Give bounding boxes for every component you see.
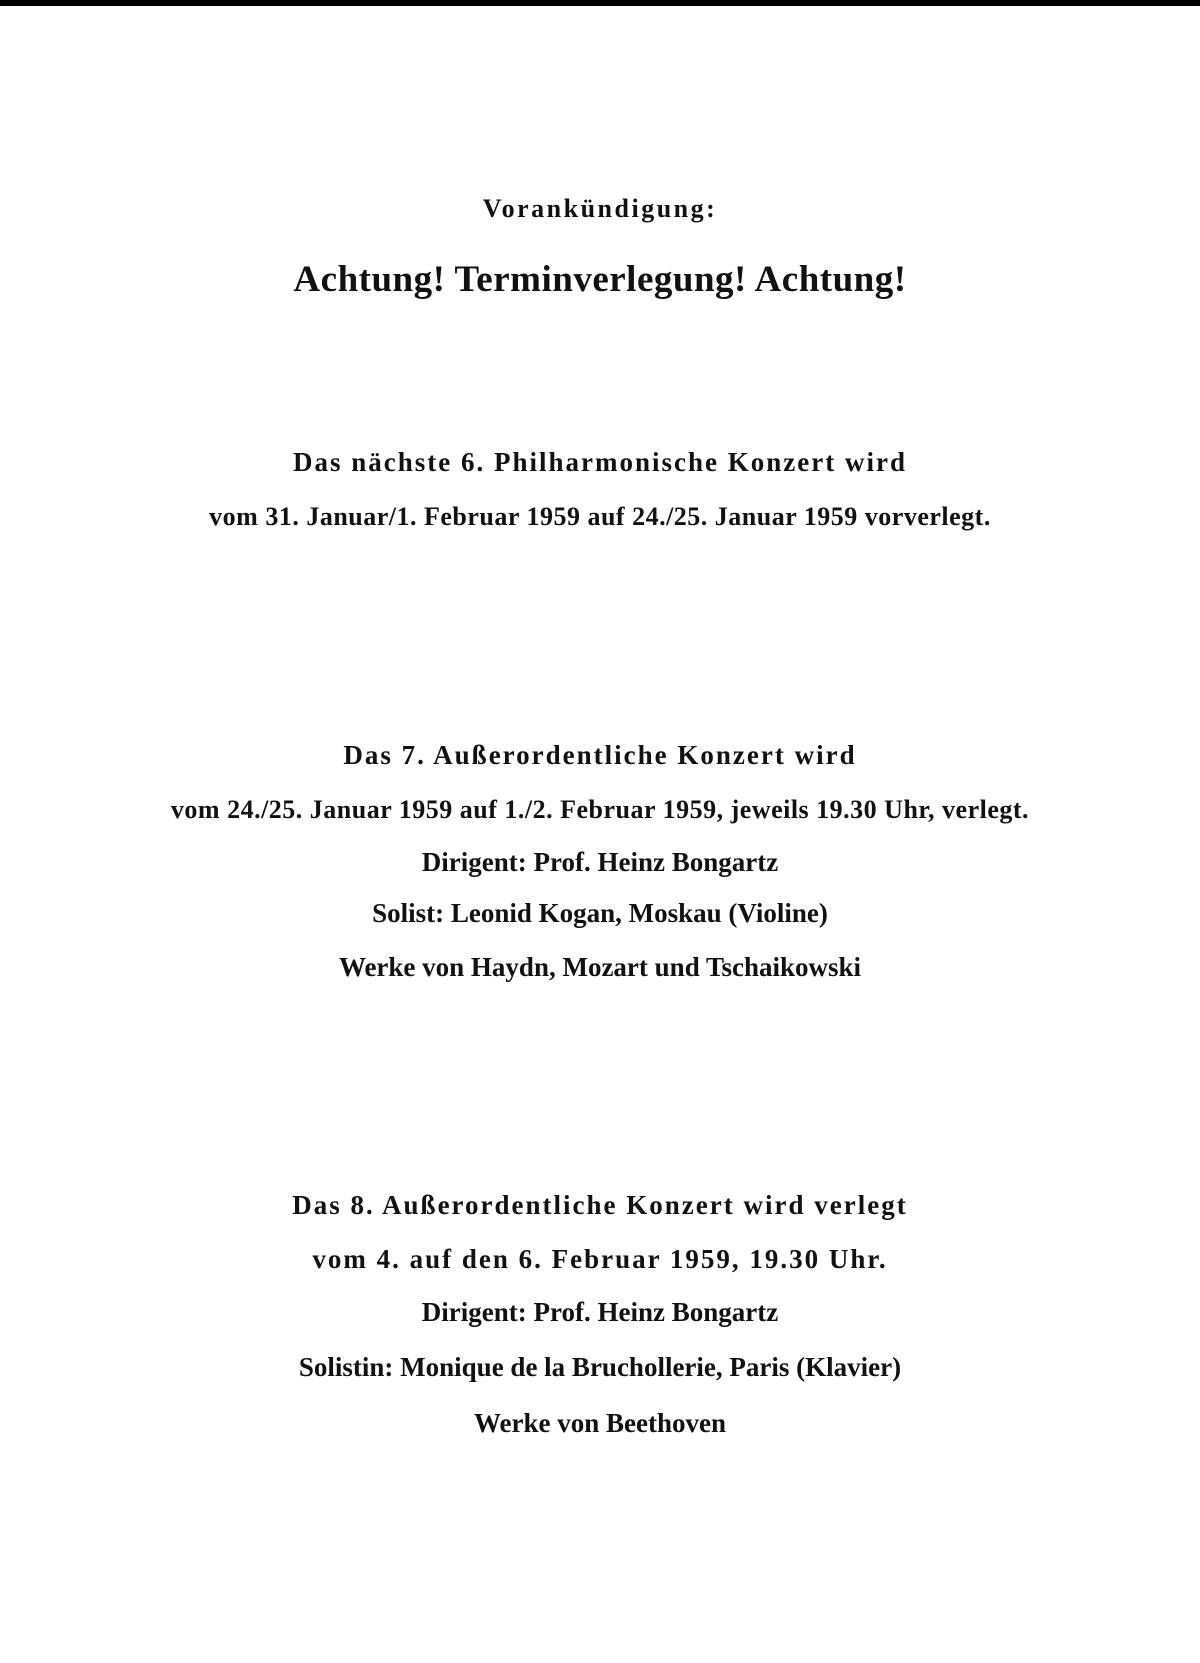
section-7-soloist: Solist: Leonid Kogan, Moskau (Violine) [372, 898, 828, 928]
section-7-works: Werke von Haydn, Mozart und Tschaikowski [338, 952, 862, 982]
section-6-line-1: Das nächste 6. Philharmonische Konzert wird [293, 447, 907, 477]
section-8-line-2: vom 4. auf den 6. Februar 1959, 19.30 Uhr. [312, 1244, 888, 1274]
section-6-line-2: vom 31. Januar/1. Februar 1959 auf 24./25. Januar 1959 vorverlegt. [209, 502, 991, 531]
section-7-conductor: Dirigent: Prof. Heinz Bongartz [421, 847, 779, 877]
section-8-line-1: Das 8. Außerordentliche Konzert wird verlegt [292, 1190, 908, 1220]
announcement-heading: Vorankündigung: [482, 194, 718, 223]
section-8-conductor: Dirigent: Prof. Heinz Bongartz [421, 1297, 779, 1327]
alert-title: Achtung! Terminverlegung! Achtung! [293, 259, 907, 300]
section-8-soloist: Solistin: Monique de la Bruchollerie, Paris (Klavier) [298, 1352, 902, 1382]
section-7-line-2: vom 24./25. Januar 1959 auf 1./2. Februar 1959, jeweils 19.30 Uhr, verlegt. [170, 795, 1030, 824]
section-8-works: Werke von Beethoven [474, 1408, 726, 1438]
section-7-line-1: Das 7. Außerordentliche Konzert wird [343, 740, 857, 770]
top-border-rule [0, 0, 1200, 6]
